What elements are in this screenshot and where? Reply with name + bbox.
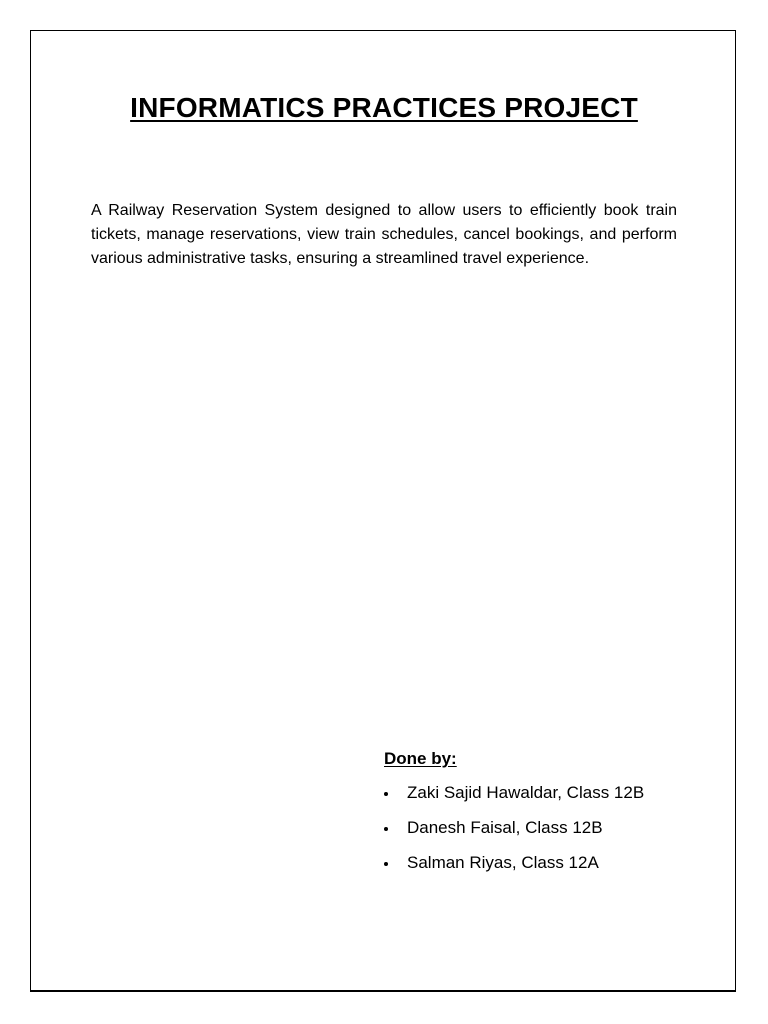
- list-item: [384, 851, 724, 875]
- project-description: A Railway Reservation System designed to allow users to efficiently book train tickets, manage reservations, view train schedules, cancel bookings, and perform various administrative tasks, ensuring a streamlined travel experience.: [91, 202, 677, 267]
- credits-section: [384, 747, 724, 886]
- list-item: [384, 781, 724, 805]
- bullet-icon: [384, 792, 388, 796]
- member-list: [384, 781, 724, 875]
- member-name: Danesh Faisal, Class 12B: [407, 818, 603, 837]
- bullet-icon: [384, 862, 388, 866]
- member-name: Salman Riyas, Class 12A: [407, 853, 599, 872]
- bullet-icon: [384, 827, 388, 831]
- credits-heading: Done by:: [384, 749, 457, 768]
- page-title: INFORMATICS PRACTICES PROJECT: [130, 92, 638, 123]
- list-item: [384, 816, 724, 840]
- member-name: Zaki Sajid Hawaldar, Class 12B: [407, 783, 645, 802]
